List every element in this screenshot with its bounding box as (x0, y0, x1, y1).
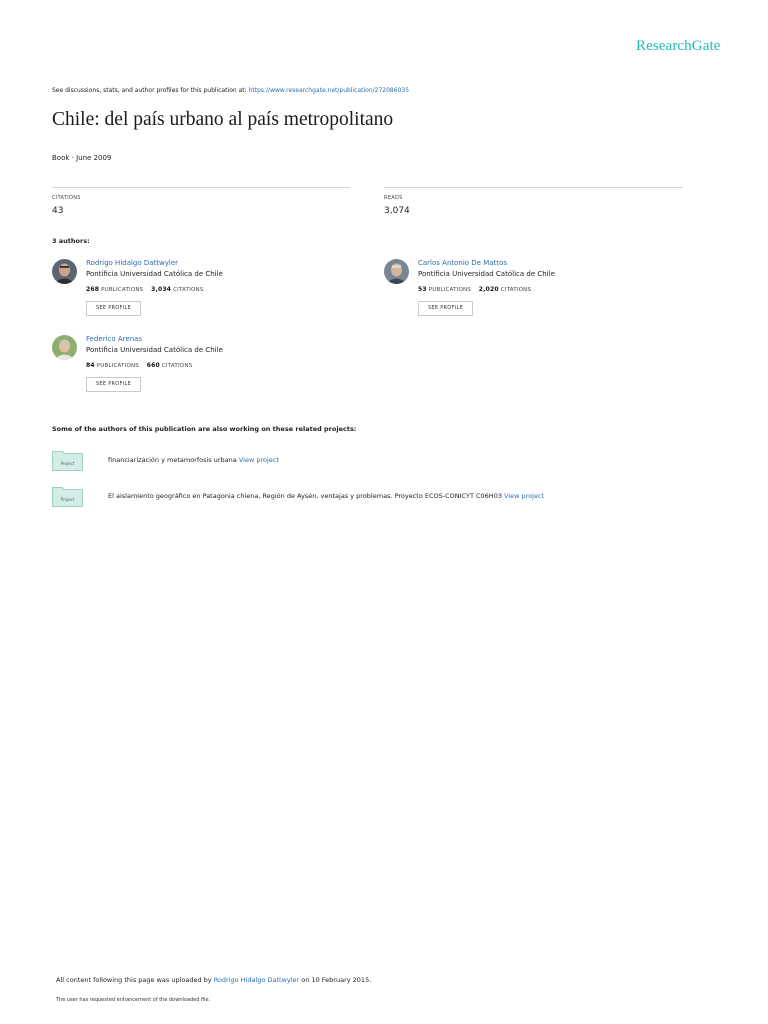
publication-type-date: Book · June 2009 (52, 154, 112, 162)
citations-value: 43 (52, 206, 64, 216)
reads-label: READS (384, 195, 403, 201)
project-icon-label: Project (60, 461, 75, 466)
citations-count: 660 (146, 362, 160, 369)
view-project-link[interactable]: View project (238, 456, 279, 464)
view-project-link[interactable]: View project (504, 492, 545, 500)
enhancement-note: The user has requested enhancement of the downloaded file. (56, 997, 211, 1003)
citations-count: 2,020 (478, 286, 499, 293)
project-folder-icon (52, 487, 83, 507)
publications-count: 53 (418, 286, 427, 293)
project-item (52, 451, 672, 475)
project-title: financiarización y metamorfosis urbana (108, 456, 237, 464)
author-name[interactable]: Federico Arenas (86, 335, 143, 343)
discussion-text: See discussions, stats, and author profiles for this publication at: (52, 87, 247, 94)
publication-link[interactable]: https://www.researchgate.net/publication/272086035 (248, 87, 410, 94)
divider-reads (384, 187, 683, 188)
publications-label: PUBLICATIONS (96, 363, 139, 369)
project-item (52, 487, 672, 511)
publications-count: 268 (86, 286, 100, 293)
author-institution: Pontificia Universidad Católica de Chile (86, 346, 223, 354)
project-title: El aislamiento geográfico en Patagonia chiena, Región de Aysén, ventajas y problemas. Proyecto ECOS-CONICYT C06H03 (108, 492, 502, 500)
citations-label: CITATIONS (500, 287, 532, 293)
citations-label: CITATIONS (161, 363, 193, 369)
authors-header: 3 authors: (52, 237, 90, 245)
researchgate-logo[interactable]: ResearchGate (636, 38, 721, 54)
citations-label: CITATIONS (52, 195, 81, 201)
see-profile-button[interactable]: SEE PROFILE (86, 377, 141, 392)
see-profile-button[interactable]: SEE PROFILE (418, 301, 473, 316)
citations-count: 3,034 (151, 286, 172, 293)
upload-prefix: All content following this page was uploaded by (56, 976, 212, 984)
author-card (384, 259, 684, 319)
see-profile-button[interactable]: SEE PROFILE (86, 301, 141, 316)
uploader-link[interactable]: Rodrigo Hidalgo Dattwyler (213, 976, 300, 984)
author-name[interactable]: Rodrigo Hidalgo Dattwyler (86, 259, 179, 267)
project-icon-label: Project (60, 497, 75, 502)
upload-notice (56, 976, 371, 984)
author-institution: Pontificia Universidad Católica de Chile (86, 270, 223, 278)
project-description (108, 492, 544, 500)
avatar[interactable] (384, 259, 409, 284)
avatar[interactable] (52, 259, 77, 284)
publications-count: 84 (86, 362, 95, 369)
citations-label: CITATIONS (173, 287, 204, 293)
author-stats (86, 362, 192, 369)
publications-label: PUBLICATIONS (101, 287, 144, 293)
upload-suffix: on 10 February 2015. (301, 976, 372, 984)
author-stats (86, 286, 204, 293)
publication-title: Chile: del país urbano al país metropolitano (52, 109, 394, 130)
project-description (108, 456, 279, 464)
project-folder-icon (52, 451, 83, 471)
author-card (52, 259, 352, 319)
discussion-line (52, 87, 409, 94)
author-stats (418, 286, 531, 293)
divider-citations (52, 187, 350, 188)
reads-value: 3,074 (384, 206, 410, 216)
related-projects-header: Some of the authors of this publication are also working on these related projects: (52, 425, 357, 433)
author-card (52, 335, 352, 395)
author-institution: Pontificia Universidad Católica de Chile (418, 270, 555, 278)
avatar[interactable] (52, 335, 77, 360)
author-name[interactable]: Carlos Antonio De Mattos (418, 259, 507, 267)
publications-label: PUBLICATIONS (428, 287, 471, 293)
